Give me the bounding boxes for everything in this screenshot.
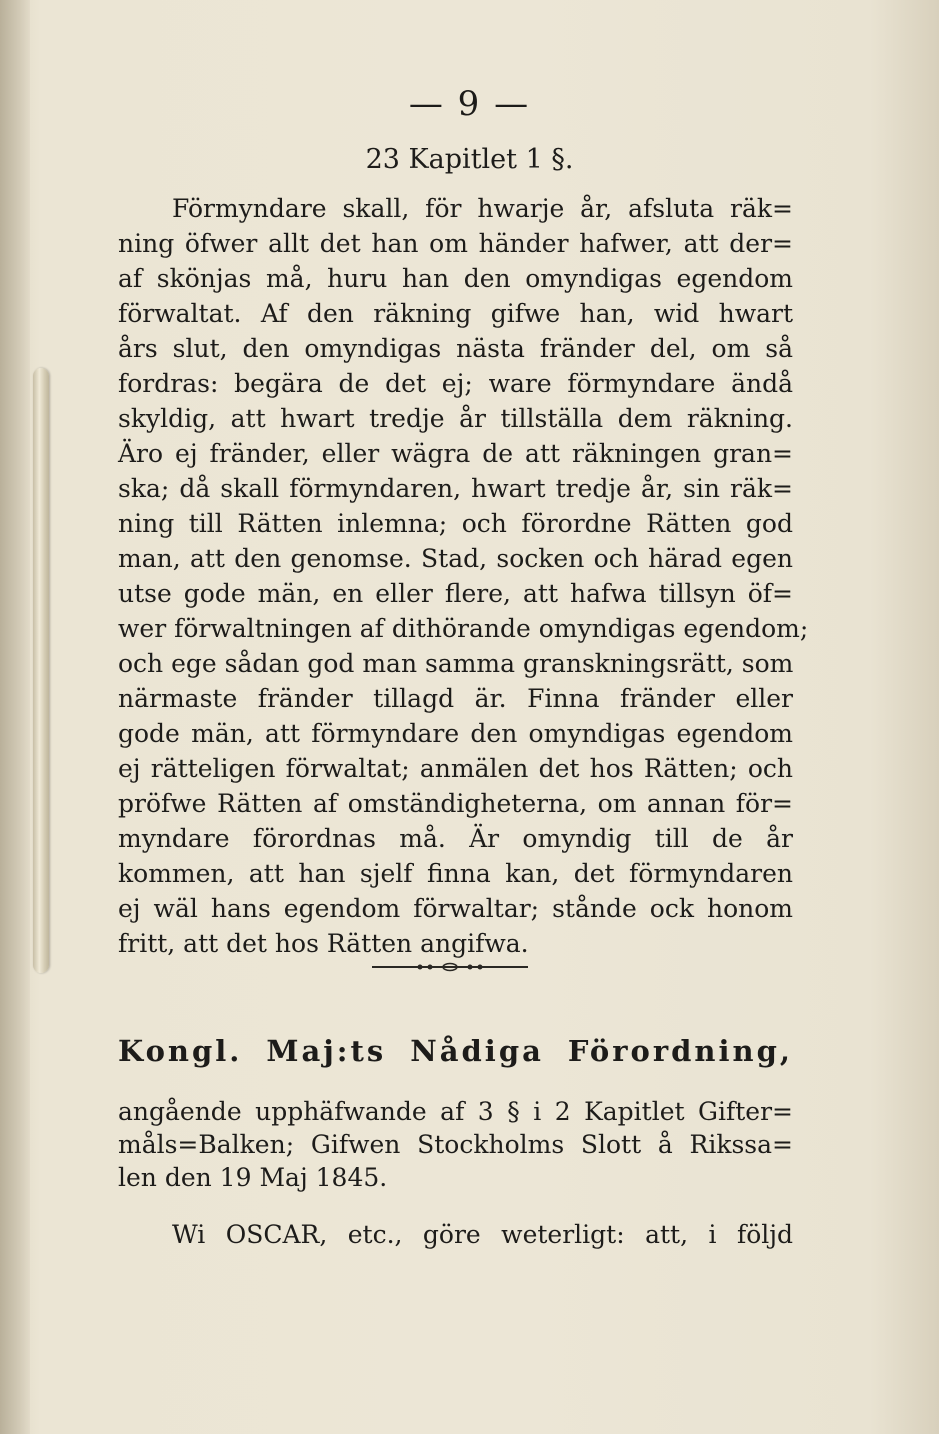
ornament-divider [370, 962, 530, 972]
text-line: wer förwaltningen af dithörande omyndigas egendom; [118, 614, 809, 643]
ordinance-title: Kongl. Maj:ts Nådiga Förordning, [118, 1034, 793, 1068]
text-line: års slut, den omyndigas nästa fränder del, om så [118, 334, 793, 363]
text-line: gode män, att förmyndare den omyndigas egendom [118, 719, 793, 748]
text-line: förwaltat. Af den räkning gifwe han, wid hwart [118, 299, 793, 328]
text-line: utse gode män, en eller flere, att hafwa tillsyn öf= [118, 579, 793, 608]
text-line: kommen, att han sjelf finna kan, det förmyndaren [118, 859, 793, 888]
text-line: fritt, att det hos Rätten angifwa. [118, 929, 529, 958]
ordinance-subtitle-line: angående upphäfwande af 3 § i 2 Kapitlet Gifter= [118, 1097, 793, 1126]
text-line: pröfwe Rätten af omständigheterna, om annan för= [118, 789, 793, 818]
text-line: fordras: begära de det ej; ware förmyndare ändå [118, 369, 793, 398]
page-number: — 9 — [408, 84, 531, 124]
text-line: Äro ej fränder, eller wägra de att räkningen gran= [118, 439, 793, 468]
text-line: ska; då skall förmyndaren, hwart tredje år, sin räk= [118, 474, 793, 503]
book-spine [0, 0, 30, 1434]
ordinance-subtitle-line: len den 19 Maj 1845. [118, 1163, 388, 1192]
text-line: skyldig, att hwart tredje år tillställa dem räkning. [118, 404, 793, 433]
text-line: ning öfwer allt det han om händer hafwer, att der= [118, 229, 793, 258]
text-line: ning till Rätten inlemna; och förordne Rätten god [118, 509, 793, 538]
text-line: ej wäl hans egendom förwaltar; stånde ock honom [118, 894, 793, 923]
text-line: närmaste fränder tillagd är. Finna fränder eller [118, 684, 793, 713]
text-line: och ege sådan god man samma granskningsrätt, som [118, 649, 794, 678]
text-line: man, att den genomse. Stad, socken och härad egen [118, 544, 793, 573]
text-line: af skönjas må, huru han den omyndigas egendom [118, 264, 793, 293]
binding-thread [33, 368, 49, 973]
text-line: Förmyndare skall, för hwarje år, afsluta räk= [172, 194, 793, 223]
section-heading: 23 Kapitlet 1 §. [365, 144, 574, 175]
text-line: ej rätteligen förwaltat; anmälen det hos Rätten; och [118, 754, 793, 783]
ordinance-subtitle-line: måls=Balken; Gifwen Stockholms Slott å Rikssa= [118, 1130, 793, 1159]
ordinance-opening: Wi OSCAR, etc., göre weterligt: att, i följd [172, 1220, 793, 1249]
text-line: myndare förordnas må. Är omyndig till de år [118, 824, 793, 853]
